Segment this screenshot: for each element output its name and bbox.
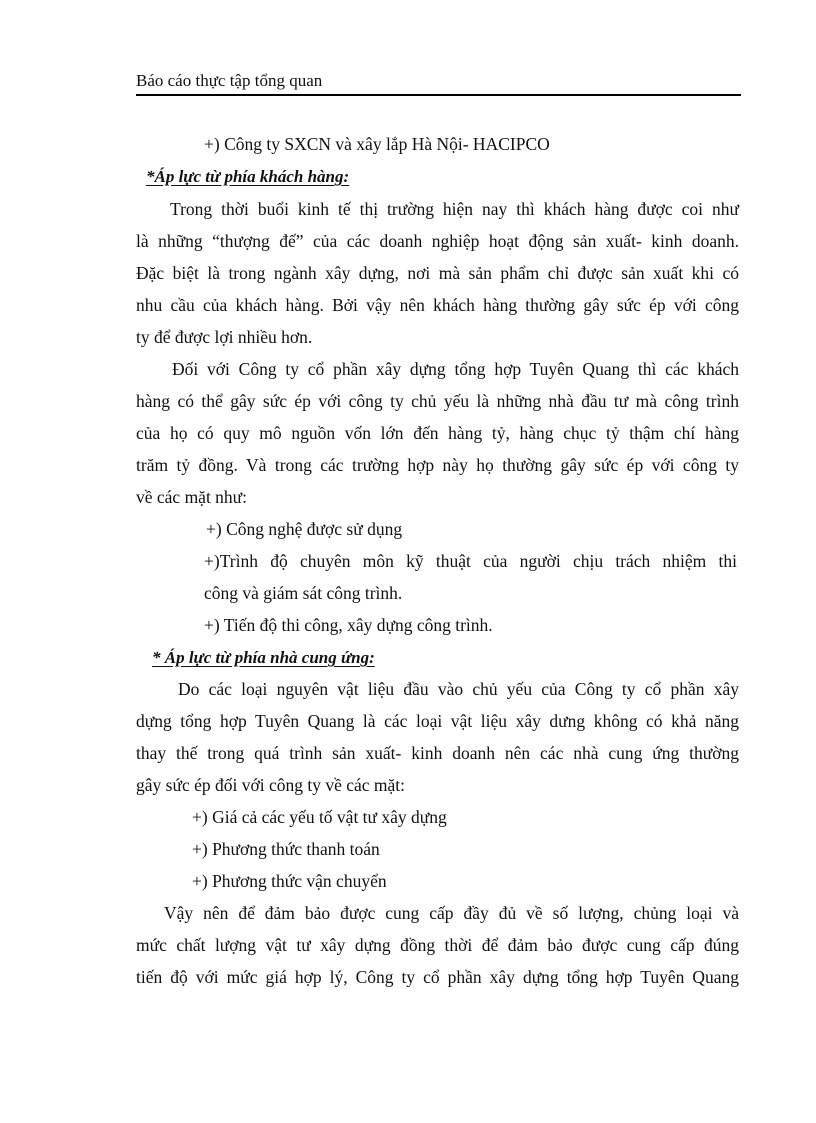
customer-item: +) Công nghệ được sử dụng (206, 519, 403, 539)
page-header: Báo cáo thực tập tổng quan (136, 70, 741, 96)
customer-item: +)Trình độ chuyên môn kỹ thuật của người chịu trách nhiệm thi (204, 551, 737, 571)
supplier-item: +) Phương thức thanh toán (192, 839, 380, 859)
customer-item: công và giám sát công trình. (204, 583, 403, 603)
company-item: +) Công ty SXCN và xây lắp Hà Nội- HACIPCO (204, 134, 550, 154)
paragraph-4-line: Vậy nên để đảm bảo được cung cấp đầy đủ về số lượng, chủng loại và (164, 903, 739, 923)
paragraph-4-line: tiến độ với mức giá hợp lý, Công ty cổ phần xây dựng tổng hợp Tuyên Quang (136, 967, 739, 987)
paragraph-2-line: của họ có quy mô nguồn vốn lớn đến hàng tỷ, hàng chục tỷ thậm chí hàng (136, 423, 739, 443)
paragraph-3-line: gây sức ép đối với công ty về các mặt: (136, 775, 406, 795)
paragraph-1-line: nhu cầu của khách hàng. Bởi vậy nên khách hàng thường gây sức ép với công (136, 295, 739, 315)
paragraph-2-line: về các mặt như: (136, 487, 248, 507)
paragraph-3-line: dựng tổng hợp Tuyên Quang là các loại vật liệu xây dưng không có khả năng (136, 711, 739, 731)
paragraph-2-line: hàng có thể gây sức ép với công ty chủ yếu là những nhà đầu tư mà công trình (136, 391, 739, 411)
heading-customers: *Áp lực từ phía khách hàng: (146, 167, 350, 186)
paragraph-3-line: thay thế trong quá trình sản xuất- kinh doanh nên các nhà cung ứng thường (136, 743, 739, 763)
heading-suppliers: * Áp lực từ phía nhà cung ứng: (152, 648, 375, 667)
paragraph-3-line: Do các loại nguyên vật liệu đầu vào chủ yếu của Công ty cổ phần xây (178, 679, 739, 699)
customer-item: +) Tiến độ thi công, xây dựng công trình. (204, 615, 493, 635)
paragraph-1-line: Trong thời buổi kinh tế thị trường hiện nay thì khách hàng được coi như (170, 199, 739, 219)
paragraph-4-line: mức chất lượng vật tư xây dựng đồng thời để đảm bảo được cung cấp đúng (136, 935, 739, 955)
paragraph-1-line: là những “thượng đế” của các doanh nghiệp hoạt động sản xuất- kinh doanh. (136, 231, 739, 251)
paragraph-1-line: Đặc biệt là trong ngành xây dựng, nơi mà sản phẩm chỉ được sản xuất khi có (136, 263, 739, 283)
paragraph-2-line: Đối với Công ty cổ phần xây dựng tổng hợp Tuyên Quang thì các khách (172, 359, 739, 379)
paragraph-2-line: trăm tỷ đồng. Và trong các trường hợp này họ thường gây sức ép với công ty (136, 455, 739, 475)
supplier-item: +) Giá cả các yếu tố vật tư xây dựng (192, 807, 447, 827)
paragraph-1-line: ty để được lợi nhiều hơn. (136, 327, 313, 347)
supplier-item: +) Phương thức vận chuyển (192, 871, 387, 891)
